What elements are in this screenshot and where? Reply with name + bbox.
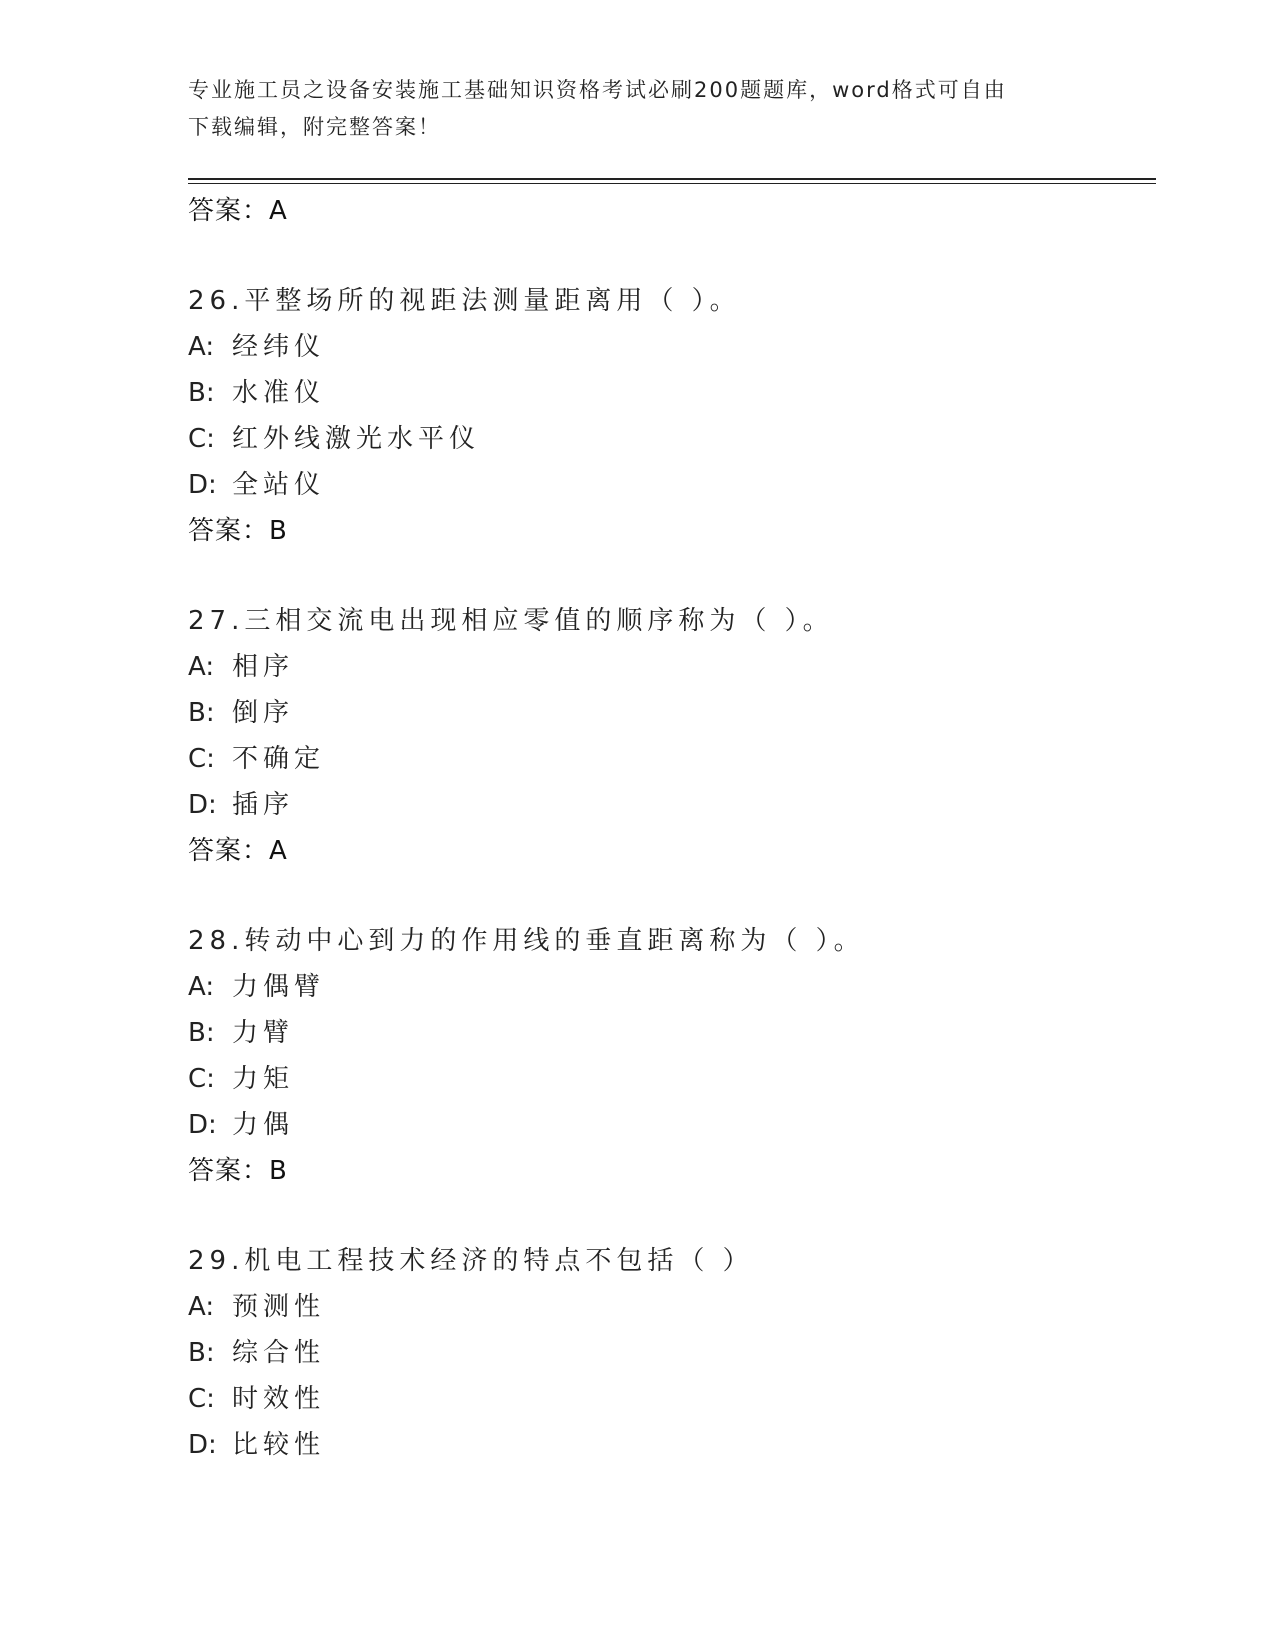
option-a bbox=[188, 1284, 1148, 1330]
answer-value: B bbox=[269, 516, 288, 546]
answer bbox=[188, 828, 1148, 874]
option-letter: A: bbox=[188, 972, 215, 1002]
option-c bbox=[188, 1056, 1148, 1102]
option-c bbox=[188, 416, 1148, 462]
option-letter: C: bbox=[188, 424, 215, 454]
option-a bbox=[188, 324, 1148, 370]
header-title-line-1: 专业施工员之设备安装施工基础知识资格考试必刷200题题库，word格式可自由 bbox=[188, 78, 1007, 102]
option-text: 时效性 bbox=[232, 1384, 326, 1414]
previous-answer bbox=[188, 188, 1148, 234]
option-text: 力矩 bbox=[232, 1064, 295, 1094]
answer-label: 答案： bbox=[188, 196, 270, 226]
answer bbox=[188, 1148, 1148, 1194]
answer-label: 答案： bbox=[188, 516, 270, 546]
option-text: 力偶 bbox=[232, 1110, 295, 1140]
page-header bbox=[188, 72, 1078, 146]
option-a bbox=[188, 964, 1148, 1010]
option-letter: B: bbox=[188, 1338, 215, 1368]
option-letter: D: bbox=[188, 790, 217, 820]
option-c bbox=[188, 736, 1148, 782]
question-text: 27.三相交流电出现相应零值的顺序称为（ ）。 bbox=[188, 606, 834, 636]
option-letter: B: bbox=[188, 698, 215, 728]
option-text: 不确定 bbox=[232, 744, 326, 774]
option-letter: C: bbox=[188, 744, 215, 774]
option-text: 水准仪 bbox=[232, 378, 326, 408]
option-letter: C: bbox=[188, 1064, 215, 1094]
option-letter: D: bbox=[188, 1110, 217, 1140]
option-text: 相序 bbox=[232, 652, 295, 682]
option-text: 比较性 bbox=[232, 1430, 326, 1460]
question-list bbox=[188, 188, 1148, 1468]
option-d bbox=[188, 782, 1148, 828]
question-block-26 bbox=[188, 278, 1148, 554]
option-c bbox=[188, 1376, 1148, 1422]
option-letter: A: bbox=[188, 652, 215, 682]
question-text: 26.平整场所的视距法测量距离用（ ）。 bbox=[188, 286, 741, 316]
answer-value: B bbox=[269, 1156, 288, 1186]
option-text: 预测性 bbox=[232, 1292, 326, 1322]
option-text: 力偶臂 bbox=[232, 972, 326, 1002]
option-letter: B: bbox=[188, 1018, 215, 1048]
option-b bbox=[188, 1330, 1148, 1376]
option-text: 综合性 bbox=[232, 1338, 326, 1368]
option-letter: C: bbox=[188, 1384, 215, 1414]
option-text: 全站仪 bbox=[232, 470, 326, 500]
option-text: 倒序 bbox=[232, 698, 295, 728]
option-letter: A: bbox=[188, 1292, 215, 1322]
answer-value: A bbox=[269, 836, 288, 866]
answer-label: 答案： bbox=[188, 1156, 270, 1186]
option-text: 力臂 bbox=[232, 1018, 295, 1048]
answer-label: 答案： bbox=[188, 836, 270, 866]
option-d bbox=[188, 1102, 1148, 1148]
option-b bbox=[188, 1010, 1148, 1056]
option-letter: A: bbox=[188, 332, 215, 362]
question-text: 28.转动中心到力的作用线的垂直距离称为（ ）。 bbox=[188, 926, 865, 956]
header-divider-thin bbox=[188, 183, 1156, 184]
option-letter: D: bbox=[188, 1430, 217, 1460]
question-text: 29.机电工程技术经济的特点不包括（ ） bbox=[188, 1246, 754, 1276]
header-title-line-2: 下载编辑，附完整答案！ bbox=[188, 115, 441, 139]
answer bbox=[188, 508, 1148, 554]
header-divider-thick bbox=[188, 178, 1156, 180]
option-a bbox=[188, 644, 1148, 690]
option-b bbox=[188, 370, 1148, 416]
answer-value: A bbox=[269, 196, 288, 226]
option-text: 插序 bbox=[232, 790, 295, 820]
option-b bbox=[188, 690, 1148, 736]
option-text: 红外线激光水平仪 bbox=[232, 424, 481, 454]
option-d bbox=[188, 1422, 1148, 1468]
option-text: 经纬仪 bbox=[232, 332, 326, 362]
option-d bbox=[188, 462, 1148, 508]
question-block-29 bbox=[188, 1238, 1148, 1468]
question-block-27 bbox=[188, 598, 1148, 874]
question-block-28 bbox=[188, 918, 1148, 1194]
option-letter: B: bbox=[188, 378, 215, 408]
option-letter: D: bbox=[188, 470, 217, 500]
